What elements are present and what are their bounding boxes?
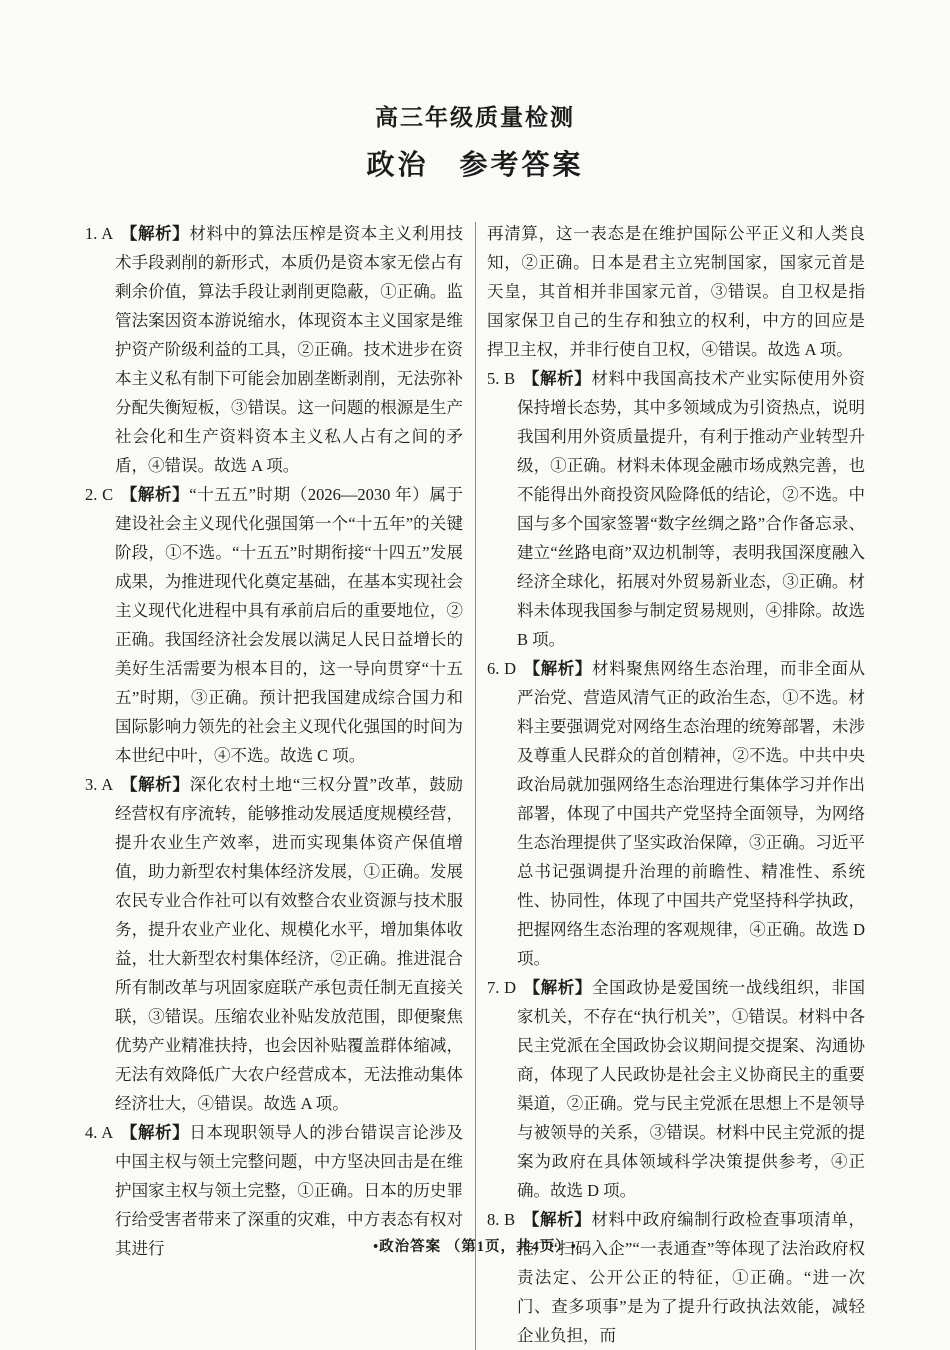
answer-item xyxy=(85,219,463,480)
answer-explanation: 日本现职领导人的涉台错误言论涉及中国主权与领土完整问题，中方坚决回击是在维护国家主权与领土完整，①正确。日本的历史罪行给受害者带来了深重的灾难，中方表态有权对其进行 xyxy=(115,1123,464,1258)
answer-number: 4. A xyxy=(85,1123,114,1142)
analysis-tag: 【解析】 xyxy=(120,1123,190,1142)
answer-explanation: 深化农村土地“三权分置”改革，鼓励经营权有序流转，能够推动发展适度规模经营，提升农业生产效率，进而实现集体资产保值增值，助力新型农村集体经济发展，①正确。发展农民专业合作社可以有效整合农业资源与技术服务，提升农业产业化、规模化水平，增加集体收益，壮大新型农村集体经济，②正确。推进混合所有制改革与巩固家庭联产承包责任制无直接关联，③错误。压缩农业补贴发放范围，即便聚焦优势产业精准扶持，也会因补贴覆盖群体缩减，无法有效降低广大农户经营成本，无法推动集体经济壮大，④错误。故选 A 项。 xyxy=(115,775,463,1113)
answer-explanation: 再清算，这一表态是在维护国际公平正义和人类良知，②正确。日本是君主立宪制国家，国家元首是天皇，其首相并非国家元首，③错误。自卫权是指国家保卫自己的生存和独立的权利，中方的回应是捍卫主权，并非行使自卫权，④错误。故选 A 项。 xyxy=(487,224,865,359)
answer-number: 1. A xyxy=(85,224,114,243)
answer-explanation: 全国政协是爱国统一战线组织，非国家机关，不存在“执行机关”，①错误。材料中各民主党派在全国政协会议期间提交提案、沟通协商，体现了人民政协是社会主义协商民主的重要渠道，②正确。党与民主党派在思想上不是领导与被领导的关系，③错误。材料中民主党派的提案为政府在具体领域科学决策提供参考，④正确。故选 D 项。 xyxy=(517,978,866,1200)
analysis-tag: 【解析】 xyxy=(522,1210,592,1229)
answer-number: 3. A xyxy=(85,775,114,794)
analysis-tag: 【解析】 xyxy=(120,224,190,243)
analysis-tag: 【解析】 xyxy=(120,775,190,794)
analysis-tag: 【解析】 xyxy=(522,369,592,388)
document-title: 高三年级质量检测 xyxy=(375,105,575,130)
page-footer: •政治答案 （第1页，共4页）• xyxy=(373,1239,577,1255)
column-divider xyxy=(475,222,476,1350)
answer-explanation: “十五五”时期（2026—2030 年）属于建设社会主义现代化强国第一个“十五年”的关键阶段，①不选。“十五五”时期衔接“十四五”发展成果，为推进现代化奠定基础，在基本实现社会主义现代化进程中具有承前启后的重要地位，②正确。我国经济社会发展以满足人民日益增长的美好生活需要为根本目的，这一导向贯穿“十五五”时期，③正确。预计把我国建成综合国力和国际影响力领先的社会主义现代化强国的时间为本世纪中叶，④不选。故选 C 项。 xyxy=(115,485,464,765)
answer-explanation: 材料聚焦网络生态治理，而非全面从严治党、营造风清气正的政治生态，①不选。材料主要强调党对网络生态治理的统筹部署，未涉及尊重人民群众的首创精神，②不选。中共中央政治局就加强网络生态治理进行集体学习并作出部署，体现了中国共产党坚持全面领导，为网络生态治理提供了坚实政治保障，③正确。习近平总书记强调提升治理的前瞻性、精准性、系统性、协同性，体现了中国共产党坚持科学执政，把握网络生态治理的客观规律，④正确。故选 D 项。 xyxy=(517,659,866,968)
answer-item xyxy=(487,1205,865,1350)
answer-item xyxy=(487,364,865,654)
answer-number: 6. D xyxy=(487,659,517,678)
answer-explanation: 材料中的算法压榨是资本主义利用技术手段剥削的新形式，本质仍是资本家无偿占有剩余价值，算法手段让剥削更隐蔽，①正确。监管法案因资本游说缩水，体现资本主义国家是维护资产阶级利益的工具，②正确。技术进步在资本主义私有制下可能会加剧垄断剥削，无法弥补分配失衡短板，③错误。这一问题的根源是生产社会化和生产资料资本主义私人占有之间的矛盾，④错误。故选 A 项。 xyxy=(115,224,464,475)
analysis-tag: 【解析】 xyxy=(523,978,593,997)
answer-number: 2. C xyxy=(85,485,114,504)
answer-number: 8. B xyxy=(487,1210,516,1229)
document-subtitle: 政治 参考答案 xyxy=(366,150,584,181)
answer-item xyxy=(85,770,463,1118)
answer-item xyxy=(487,219,865,364)
answer-item xyxy=(85,480,463,770)
answer-item xyxy=(487,654,865,973)
answer-explanation: 材料中政府编制行政检查事项清单，推广“扫码入企”“一表通查”等体现了法治政府权责法定、公开公正的特征，①正确。“进一次门、查多项事”是为了提升行政执法效能，减轻企业负担，而 xyxy=(517,1210,866,1345)
answer-explanation: 材料中我国高技术产业实际使用外资保持增长态势，其中多领域成为引资热点，说明我国利用外资质量提升，有利于推动产业转型升级，①正确。材料未体现金融市场成熟完善，也不能得出外商投资风险降低的结论，②不选。中国与多个国家签署“数字丝绸之路”合作备忘录、建立“丝路电商”双边机制等，表明我国深度融入经济全球化，拓展对外贸易新业态，③正确。材料未体现我国参与制定贸易规则，④排除。故选 B 项。 xyxy=(517,369,866,649)
answer-number: 7. D xyxy=(487,978,517,997)
answer-number: 5. B xyxy=(487,369,516,388)
answer-item xyxy=(487,973,865,1205)
analysis-tag: 【解析】 xyxy=(120,485,190,504)
left-column xyxy=(85,219,463,1350)
answer-columns xyxy=(85,219,865,1350)
right-column xyxy=(487,219,865,1350)
analysis-tag: 【解析】 xyxy=(523,659,593,678)
